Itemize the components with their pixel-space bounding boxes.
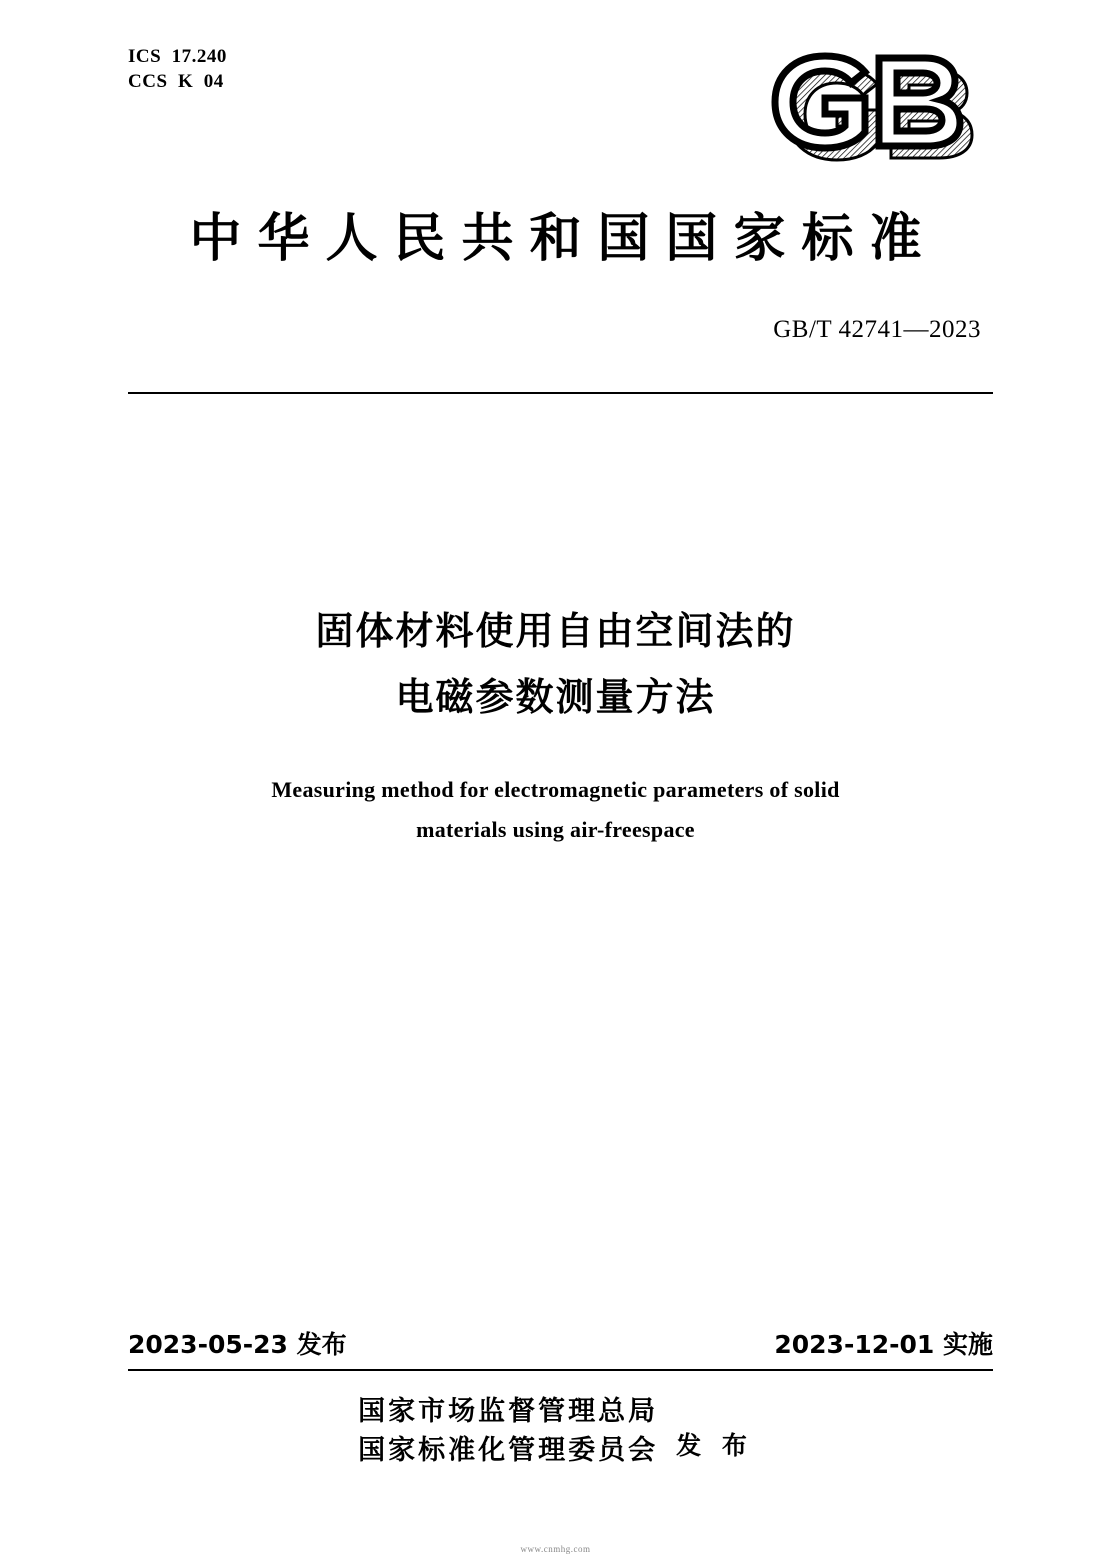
issuer-line-1: 国家市场监督管理总局 — [358, 1396, 659, 1427]
document-title-en — [160, 770, 951, 850]
issue-word: 发 布 — [676, 1431, 753, 1460]
issuer-line-2: 国家标准化管理委员会 — [358, 1435, 659, 1466]
header-divider — [128, 392, 993, 394]
document-title-cn-line2: 电磁参数测量方法 — [395, 675, 716, 719]
issuing-organizations — [0, 1392, 1111, 1470]
classification-codes — [128, 44, 227, 94]
ics-code: ICS 17.240 — [128, 46, 227, 67]
issuer-names — [358, 1392, 658, 1470]
national-standard-heading: 中华人民共和国国家标准 — [189, 209, 938, 269]
ccs-code: CCS K 04 — [128, 71, 224, 92]
document-title-cn-line1: 固体材料使用自由空间法的 — [315, 609, 796, 653]
document-title-en-line1: Measuring method for electromagnetic parameters of solid — [271, 777, 840, 802]
document-title-cn — [0, 598, 1111, 730]
footer-watermark: www.cnmhg.com — [520, 1544, 591, 1554]
gb-logo-icon — [763, 48, 993, 173]
footer-divider — [128, 1369, 993, 1371]
standard-number: GB/T 42741—2023 — [773, 316, 981, 343]
dates-row — [128, 1325, 993, 1361]
issue-date: 2023-05-23 发布 — [128, 1330, 347, 1359]
document-title-en-line2: materials using air-freespace — [416, 817, 695, 842]
implementation-date: 2023-12-01 实施 — [774, 1330, 993, 1359]
